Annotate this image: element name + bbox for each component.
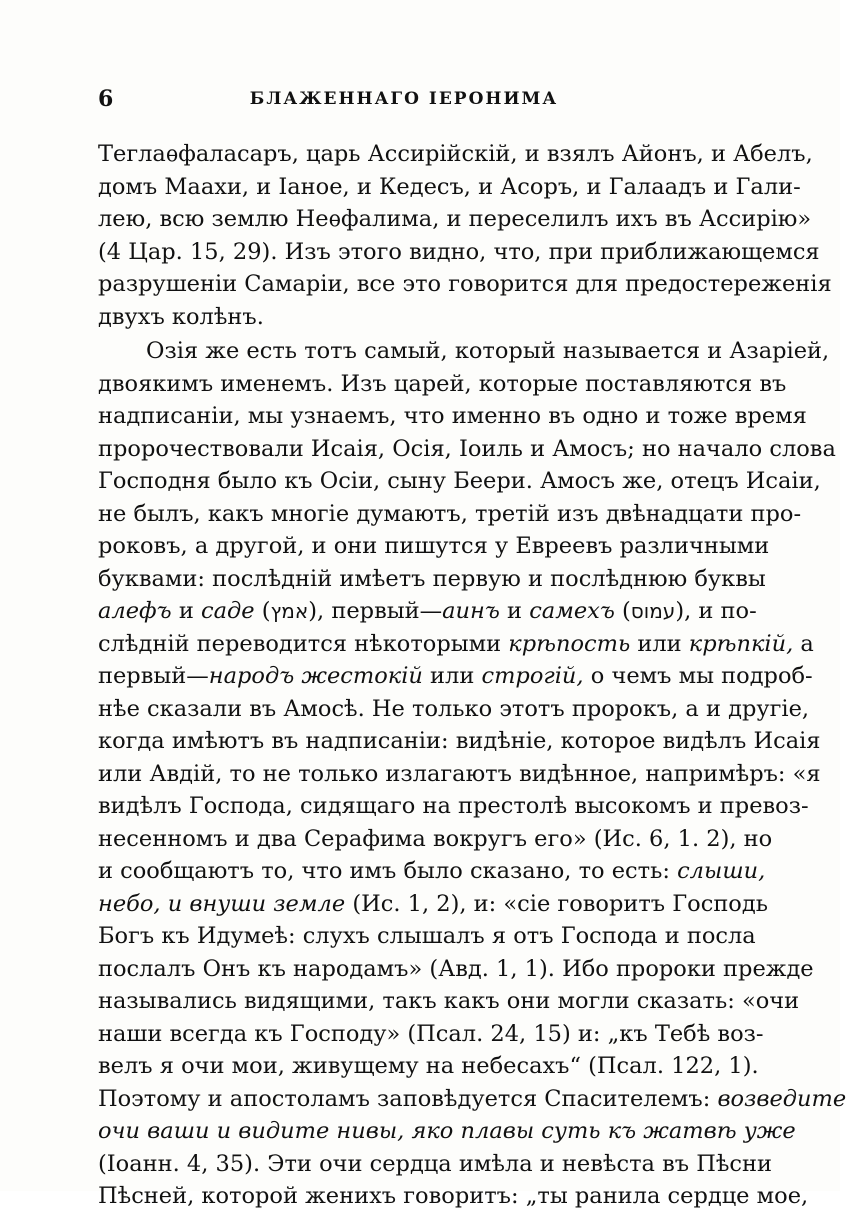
text-segment: или: [422, 663, 482, 689]
text-segment: и: [499, 598, 530, 624]
text-segment: разрушеніи Самаріи, все это говорится для предостереженія: [98, 271, 832, 297]
text-segment: не былъ, какъ многіе думаютъ, третій изъ двѣнадцати про-: [98, 500, 802, 527]
text-line: [98, 530, 770, 563]
text-segment: и сообщаютъ то, что имъ было сказано, то есть:: [98, 858, 678, 884]
text-segment: послалъ Онъ къ народамъ» (Авд. 1, 1). Ибо пророки прежде: [98, 955, 814, 982]
text-line: [98, 693, 810, 726]
text-segment: Господня было къ Осіи, сыну Беери. Амосъ же, отецъ Исаіи,: [98, 468, 821, 494]
text-line: [98, 301, 710, 334]
text-segment: Теглаѳфаласаръ, царь Ассирійскій, и взялъ Айонъ, и Абелъ,: [98, 141, 813, 167]
text-segment: ), и по-: [675, 598, 757, 624]
text-line: [98, 953, 814, 986]
text-segment: (4 Цар. 15, 29). Изъ этого видно, что, при приближающемся: [98, 238, 820, 265]
text-line: [98, 758, 821, 791]
text-segment: первый—: [98, 663, 209, 689]
hebrew-text: אמץ: [270, 599, 309, 623]
text-segment: роковъ, а другой, и они пишутся у Евреевъ различными: [98, 533, 770, 559]
text-line: [98, 1180, 809, 1213]
text-segment: буквами: послѣдній имѣетъ первую и послѣднюю буквы: [98, 565, 766, 592]
text-line: [98, 628, 814, 661]
text-segment: Богъ къ Идумеѣ: слухъ слышалъ я отъ Господа и посла: [98, 923, 756, 949]
text-segment: (Ис. 1, 2), и: «сіе говоритъ Господь: [345, 890, 768, 917]
text-line: [98, 725, 821, 758]
italic-text: алефъ: [98, 598, 172, 624]
text-segment: нѣе сказали въ Амосѣ. Не только этотъ пророкъ, а и другіе,: [98, 695, 810, 722]
text-line: [98, 368, 787, 401]
italic-text: саде: [200, 598, 255, 624]
text-segment: велъ я очи мои, живущему на небесахъ“ (Псал. 122, 1).: [98, 1053, 759, 1079]
text-line: [98, 985, 800, 1018]
text-line: [98, 1115, 796, 1148]
text-segment: лею, всю землю Неѳфалима, и переселилъ ихъ въ Ассирію»: [98, 206, 812, 232]
text-line: [98, 138, 813, 171]
text-segment: надписаніи, мы узнаемъ, что именно въ одно и тоже время: [98, 403, 807, 429]
text-line: [98, 203, 812, 236]
italic-text: очи ваши и видите нивы, яко плавы суть къ жатвѣ уже: [98, 1118, 796, 1144]
text-segment: (Іоанн. 4, 35). Эти очи сердца имѣла и невѣста въ Пѣсни: [98, 1150, 773, 1177]
text-line: [98, 1148, 773, 1181]
text-segment: слѣдній переводится нѣкоторыми: [98, 630, 509, 657]
text-segment: ), первый—: [308, 598, 443, 624]
text-segment: (: [254, 598, 271, 624]
text-segment: когда имѣютъ въ надписаніи: видѣніе, которое видѣлъ Исаія: [98, 728, 821, 754]
text-line: [98, 335, 830, 368]
italic-text: небо, и внуши земле: [98, 890, 346, 917]
text-segment: о чемъ мы подроб-: [583, 663, 813, 689]
text-segment: и: [171, 598, 201, 624]
text-line: [98, 563, 766, 596]
text-segment: видѣлъ Господа, сидящаго на престолѣ высокомъ и превоз-: [98, 793, 809, 819]
text-line: [98, 790, 809, 823]
text-line: [98, 400, 807, 433]
hebrew-text: עמוס: [630, 599, 676, 623]
text-segment: несенномъ и два Серафима вокругъ его» (Ис. 6, 1. 2), но: [98, 825, 773, 852]
text-line: [98, 595, 757, 628]
text-line: [98, 171, 801, 204]
text-line: [98, 855, 766, 888]
body-text: [98, 138, 846, 1213]
text-line: [98, 498, 802, 531]
text-line: [98, 1050, 759, 1083]
italic-text: аинъ: [442, 598, 500, 624]
italic-text: слыши,: [677, 858, 766, 884]
running-head: [98, 86, 710, 116]
italic-text: крѣпость: [508, 630, 631, 657]
text-line: [98, 236, 820, 269]
text-line: [98, 660, 813, 693]
text-segment: двухъ колѣнъ.: [98, 303, 264, 330]
text-segment: наши всегда къ Господу» (Псал. 24, 15) и: „къ Тебѣ воз-: [98, 1020, 764, 1047]
italic-text: возведите: [717, 1085, 846, 1112]
text-line: [98, 433, 836, 466]
text-line: [98, 465, 821, 498]
text-line: [98, 888, 768, 921]
text-segment: Озія же есть тотъ самый, который называется и Азаріей,: [146, 338, 830, 364]
text-segment: а: [793, 630, 814, 657]
text-line: [98, 920, 756, 953]
text-segment: Поэтому и апостоламъ заповѣдуется Спасителемъ:: [98, 1085, 718, 1112]
text-segment: пророчествовали Исаія, Осія, Іоиль и Амосъ; но начало слова: [98, 435, 836, 462]
italic-text: самехъ: [529, 598, 615, 624]
text-segment: назывались видящими, такъ какъ они могли сказать: «очи: [98, 988, 800, 1014]
text-segment: двоякимъ именемъ. Изъ царей, которые поставляются въ: [98, 370, 787, 397]
text-segment: или Авдій, то не только излагаютъ видѣнное, напримѣръ: «я: [98, 760, 821, 787]
italic-text: строгій,: [481, 663, 584, 689]
text-line: [98, 1083, 846, 1116]
header-title: БЛАЖЕННАГО ІЕРОНИМА: [249, 89, 559, 109]
text-line: [98, 1018, 764, 1051]
text-line: [98, 268, 832, 301]
italic-text: крѣпкій,: [688, 630, 794, 657]
text-segment: или: [630, 630, 689, 657]
italic-text: народъ жестокій: [208, 663, 423, 689]
text-segment: (: [614, 598, 631, 624]
page-number: 6: [98, 86, 114, 112]
text-line: [98, 823, 773, 856]
text-segment: Пѣсней, которой женихъ говоритъ: „ты ранила сердце мое,: [98, 1183, 809, 1209]
text-segment: домъ Маахи, и Іаное, и Кедесъ, и Асоръ, и Галаадъ и Гали-: [98, 173, 801, 200]
